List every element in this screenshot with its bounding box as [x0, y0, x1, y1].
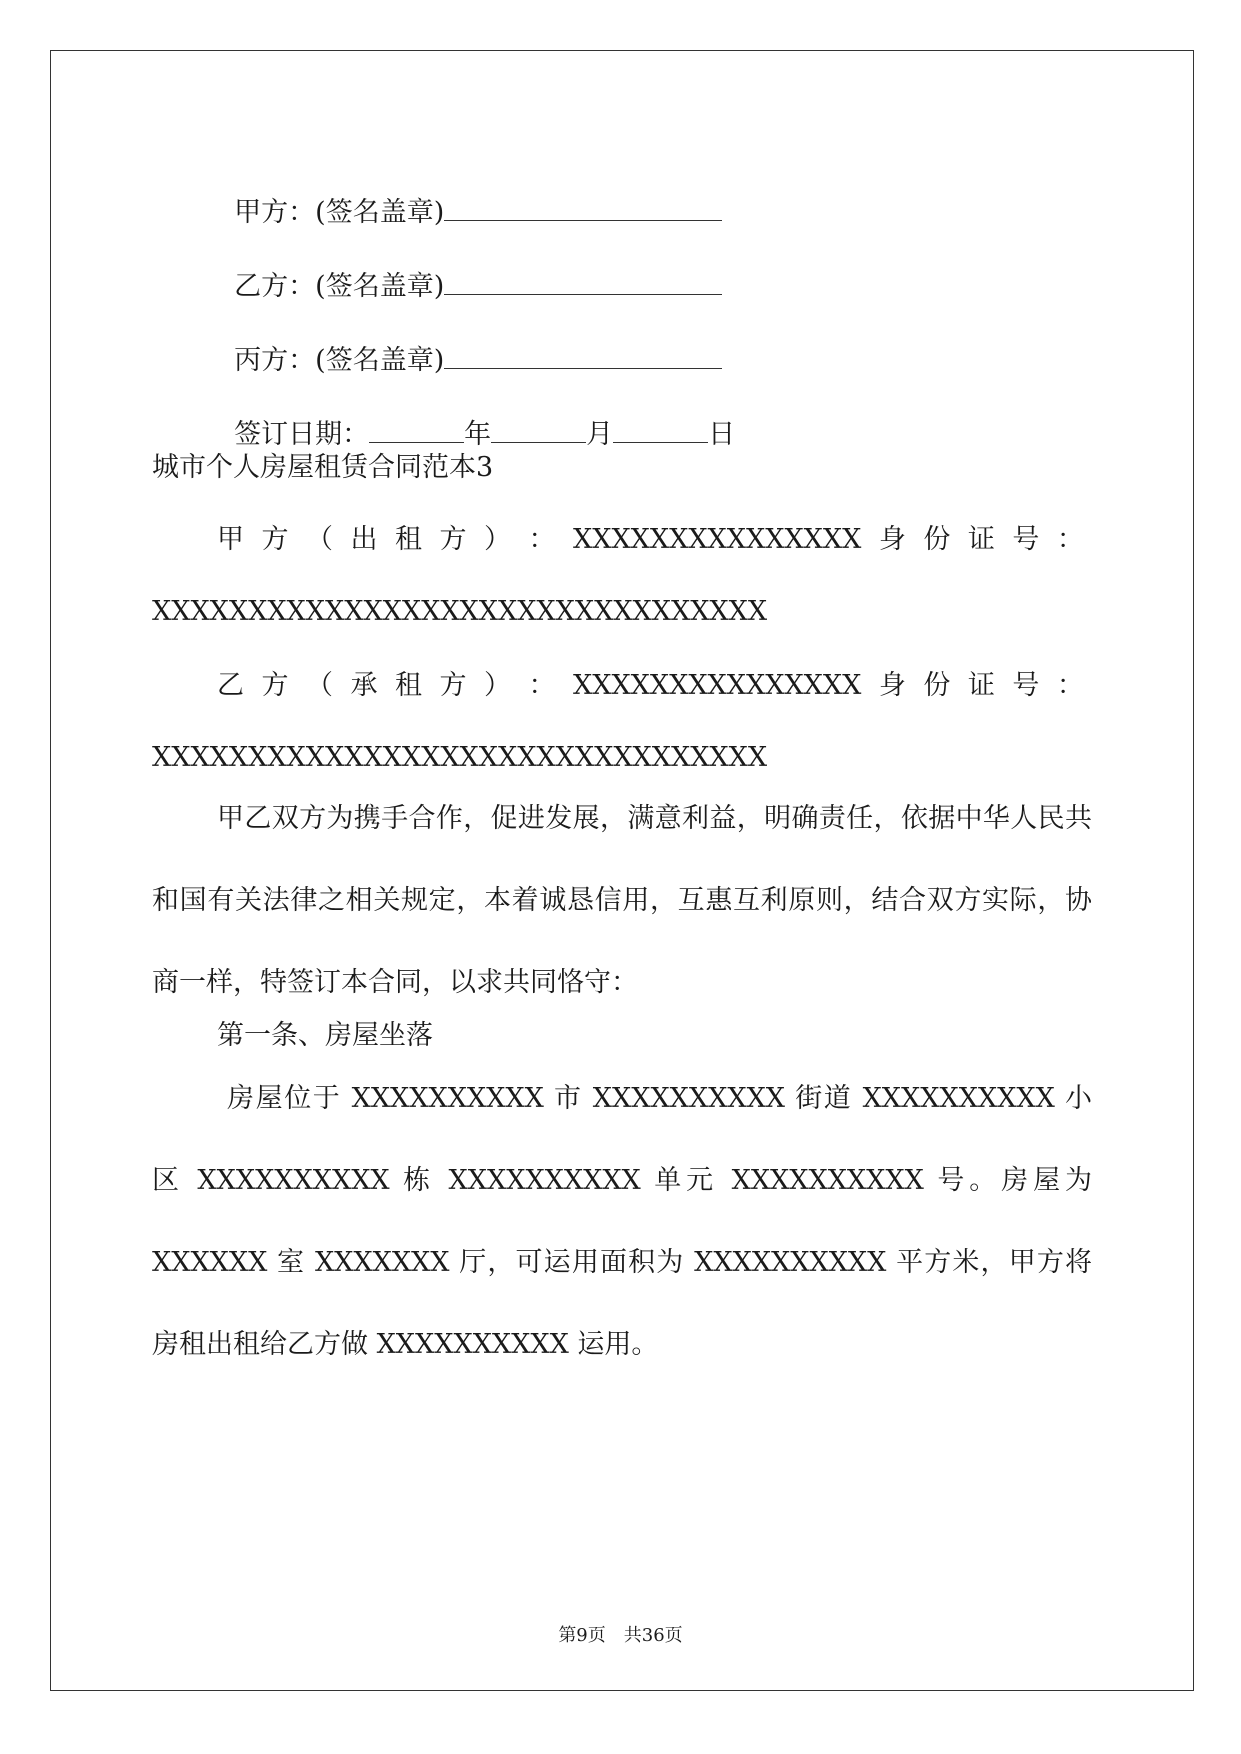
signature-blank — [444, 192, 722, 221]
party-b-char: 号 — [1012, 670, 1040, 701]
signature-party-c — [217, 300, 722, 381]
party-b-char: 方 — [261, 670, 289, 701]
year-label: 年 — [464, 419, 492, 450]
party-a-char: 方 — [261, 524, 289, 555]
party-a-char: 甲 — [217, 524, 244, 555]
party-a-name-value: XXXXXXXXXXXXXXX — [573, 524, 862, 555]
year-blank — [369, 414, 464, 443]
party-a-char: 份 — [923, 524, 951, 555]
party-b-char: 方 — [439, 670, 467, 701]
signature-party-b-label: 乙方：(签名盖章) — [234, 271, 445, 302]
party-b-char: 租 — [395, 670, 422, 701]
party-a-char: 号 — [1012, 524, 1040, 555]
preamble-paragraph: 甲乙双方为携手合作，促进发展，满意利益，明确责任，依据中华人民共和国有关法律之相关规定，本着诚恳信用，互惠互利原则，结合双方实际，协商一样，特签订本合同，以求共同恪守： — [152, 803, 1092, 998]
party-b-char: 乙 — [217, 670, 244, 701]
party-a-id-value: XXXXXXXXXXXXXXXXXXXXXXXXXXXXXXXX — [152, 596, 768, 627]
day-label: 日 — [708, 419, 736, 450]
section-title: 城市个人房屋租赁合同范本3 — [152, 452, 494, 483]
party-b-char: 证 — [967, 670, 995, 701]
page-footer: 第9页 共36页 — [558, 1625, 683, 1646]
party-b-char: 身 — [878, 670, 906, 701]
signing-date — [217, 374, 735, 455]
signature-blank — [444, 340, 722, 369]
party-a-char: （ — [306, 524, 333, 555]
party-a-char: ： — [528, 524, 556, 555]
party-b-char: 份 — [923, 670, 951, 701]
month-label: 月 — [586, 419, 614, 450]
signature-party-c-label: 丙方：(签名盖章) — [234, 345, 445, 376]
party-b-id-value: XXXXXXXXXXXXXXXXXXXXXXXXXXXXXXXX — [152, 742, 768, 773]
party-a-char: 证 — [967, 524, 995, 555]
signature-party-a — [217, 152, 722, 233]
month-blank — [491, 414, 586, 443]
signature-party-b — [217, 226, 722, 307]
party-b-char: ： — [1056, 670, 1084, 701]
party-b-char: ： — [528, 670, 556, 701]
party-b-line — [217, 666, 1084, 706]
signing-date-label: 签订日期： — [234, 419, 370, 450]
article-1-title: 第一条、房屋坐落 — [217, 1020, 433, 1051]
day-blank — [613, 414, 708, 443]
party-a-char: 租 — [395, 524, 422, 555]
party-a-char: 方 — [439, 524, 467, 555]
party-b-char: ） — [484, 670, 511, 701]
party-a-char: 身 — [878, 524, 906, 555]
article-1-body: 房屋位于 XXXXXXXXXX 市 XXXXXXXXXX 街道 XXXXXXXXXX 小区 XXXXXXXXXX 栋 XXXXXXXXXX 单元 XXXXXXXXXX 号。房屋为 XXXXXX 室 XXXXXXX 厅，可运用面积为 XXXXXXXXXX 平方米，甲方将房租出租给乙方做 XXXXXXXXXX 运用。 — [152, 1083, 1092, 1360]
signature-party-a-label: 甲方：(签名盖章) — [234, 197, 445, 228]
party-b-char: （ — [306, 670, 333, 701]
party-b-char: 承 — [350, 670, 378, 701]
party-a-char: 出 — [350, 524, 378, 555]
party-a-char: ） — [484, 524, 511, 555]
party-a-line — [217, 520, 1084, 560]
party-b-name-value: XXXXXXXXXXXXXXX — [573, 670, 862, 701]
signature-blank — [444, 266, 722, 295]
party-a-char: ： — [1056, 524, 1084, 555]
